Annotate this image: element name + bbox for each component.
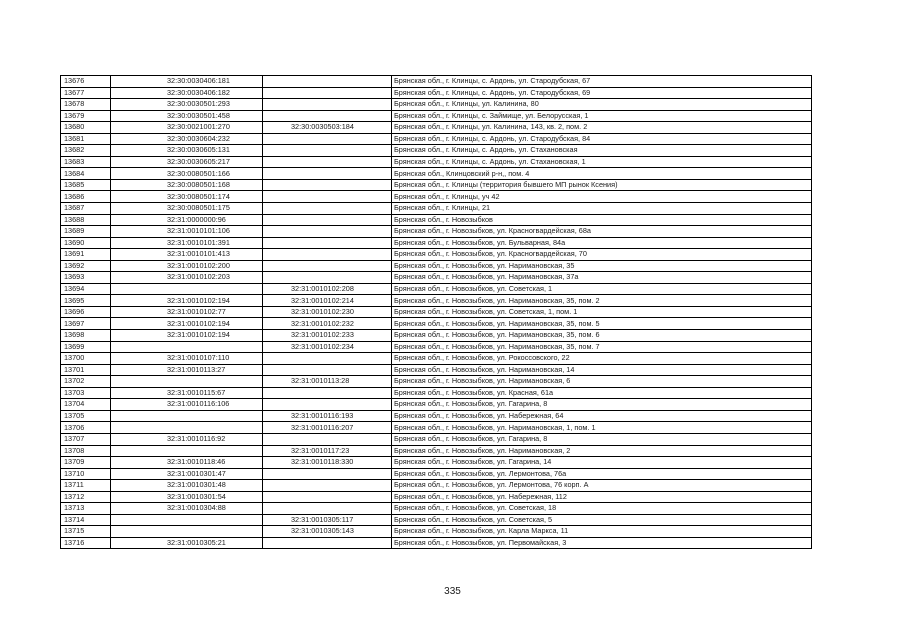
table-row [61,364,812,376]
cadastral-number-cell [111,410,263,422]
row-number-cell: 13681 [61,133,111,145]
row-number-cell: 13699 [61,341,111,353]
row-number-cell: 13701 [61,364,111,376]
object-cadastral-number-cell [263,110,392,122]
row-number-cell: 13697 [61,318,111,330]
address-cell: Брянская обл., г. Новозыбков, ул. Рокоссовского, 22 [392,353,812,365]
row-number-cell: 13716 [61,537,111,549]
object-cadastral-number-cell [263,249,392,261]
cadastral-number-cell: 32:31:0010301:54 [111,491,263,503]
row-number-cell: 13683 [61,156,111,168]
row-number-cell: 13686 [61,191,111,203]
row-number-cell: 13676 [61,76,111,88]
cadastral-number-cell: 32:31:0010102:194 [111,330,263,342]
table-row [61,179,812,191]
address-cell: Брянская обл., г. Клинцы, ул. Калинина, 80 [392,99,812,111]
cadastral-number-cell: 32:30:0030605:131 [111,145,263,157]
row-number-cell: 13696 [61,306,111,318]
cadastral-number-cell: 32:30:0080501:166 [111,168,263,180]
row-number-cell: 13680 [61,122,111,134]
table-row [61,295,812,307]
table-row [61,283,812,295]
address-cell: Брянская обл., г. Новозыбков [392,214,812,226]
object-cadastral-number-cell: 32:31:0010118:330 [263,457,392,469]
cadastral-number-cell: 32:31:0010115:67 [111,387,263,399]
address-cell: Брянская обл., г. Новозыбков, ул. Наримановская, 1, пом. 1 [392,422,812,434]
object-cadastral-number-cell [263,260,392,272]
address-cell: Брянская обл., г. Новозыбков, ул. Наримановская, 35, пом. 5 [392,318,812,330]
address-cell: Брянская обл., г. Новозыбков, ул. Наримановская, 35, пом. 2 [392,295,812,307]
row-number-cell: 13679 [61,110,111,122]
object-cadastral-number-cell [263,353,392,365]
registry-table-body [61,76,812,549]
table-row [61,330,812,342]
row-number-cell: 13677 [61,87,111,99]
table-row [61,410,812,422]
table-row [61,399,812,411]
row-number-cell: 13693 [61,272,111,284]
object-cadastral-number-cell [263,203,392,215]
cadastral-number-cell [111,422,263,434]
row-number-cell: 13694 [61,283,111,295]
object-cadastral-number-cell [263,226,392,238]
object-cadastral-number-cell [263,168,392,180]
row-number-cell: 13698 [61,330,111,342]
cadastral-number-cell: 32:30:0030604:232 [111,133,263,145]
row-number-cell: 13684 [61,168,111,180]
address-cell: Брянская обл., Клинцовский р-н,, пом. 4 [392,168,812,180]
address-cell: Брянская обл., г. Новозыбков, ул. Советская, 1 [392,283,812,295]
address-cell: Брянская обл., г. Клинцы, уч 42 [392,191,812,203]
row-number-cell: 13678 [61,99,111,111]
cadastral-number-cell: 32:31:0010305:21 [111,537,263,549]
row-number-cell: 13705 [61,410,111,422]
cadastral-number-cell [111,445,263,457]
table-row [61,168,812,180]
object-cadastral-number-cell: 32:31:0010102:214 [263,295,392,307]
cadastral-number-cell: 32:30:0021001:270 [111,122,263,134]
row-number-cell: 13707 [61,433,111,445]
object-cadastral-number-cell [263,99,392,111]
row-number-cell: 13703 [61,387,111,399]
row-number-cell: 13702 [61,376,111,388]
table-row [61,260,812,272]
table-row [61,191,812,203]
row-number-cell: 13688 [61,214,111,226]
row-number-cell: 13713 [61,503,111,515]
object-cadastral-number-cell [263,145,392,157]
address-cell: Брянская обл., г. Новозыбков, ул. Красная, 61а [392,387,812,399]
address-cell: Брянская обл., г. Клинцы, с. Ардонь, ул. Стародубская, 69 [392,87,812,99]
address-cell: Брянская обл., г. Клинцы, с. Ардонь, ул. Стахановская [392,145,812,157]
table-row [61,214,812,226]
cadastral-number-cell [111,283,263,295]
object-cadastral-number-cell [263,179,392,191]
object-cadastral-number-cell: 32:30:0030503:184 [263,122,392,134]
table-row [61,468,812,480]
address-cell: Брянская обл., г. Новозыбков, ул. Наримановская, 35, пом. 7 [392,341,812,353]
object-cadastral-number-cell [263,491,392,503]
object-cadastral-number-cell [263,503,392,515]
object-cadastral-number-cell [263,364,392,376]
table-row [61,537,812,549]
cadastral-number-cell [111,514,263,526]
row-number-cell: 13689 [61,226,111,238]
cadastral-number-cell: 32:31:0010304:88 [111,503,263,515]
row-number-cell: 13692 [61,260,111,272]
address-cell: Брянская обл., г. Новозыбков, ул. Набережная, 64 [392,410,812,422]
cadastral-number-cell: 32:31:0010102:200 [111,260,263,272]
table-row [61,272,812,284]
table-row [61,422,812,434]
cadastral-number-cell: 32:31:0010102:194 [111,295,263,307]
table-row [61,433,812,445]
cadastral-number-cell: 32:31:0010102:77 [111,306,263,318]
address-cell: Брянская обл., г. Клинцы, с. Займище, ул. Белорусская, 1 [392,110,812,122]
cadastral-number-cell: 32:30:0080501:168 [111,179,263,191]
address-cell: Брянская обл., г. Новозыбков, ул. Наримановская, 35, пом. 6 [392,330,812,342]
address-cell: Брянская обл., г. Новозыбков, ул. Гагарина, 14 [392,457,812,469]
address-cell: Брянская обл., г. Новозыбков, ул. Гагарина, 8 [392,399,812,411]
row-number-cell: 13715 [61,526,111,538]
table-row [61,145,812,157]
cadastral-number-cell: 32:31:0010101:413 [111,249,263,261]
table-row [61,491,812,503]
address-cell: Брянская обл., г. Новозыбков, ул. Карла Маркса, 11 [392,526,812,538]
object-cadastral-number-cell: 32:31:0010113:28 [263,376,392,388]
row-number-cell: 13711 [61,480,111,492]
cadastral-number-cell: 32:31:0010102:194 [111,318,263,330]
object-cadastral-number-cell: 32:31:0010102:230 [263,306,392,318]
table-row [61,503,812,515]
table-row [61,76,812,88]
row-number-cell: 13710 [61,468,111,480]
address-cell: Брянская обл., г. Новозыбков, ул. Лермонтова, 76 корп. А [392,480,812,492]
address-cell: Брянская обл., г. Новозыбков, ул. Набережная, 112 [392,491,812,503]
object-cadastral-number-cell: 32:31:0010102:208 [263,283,392,295]
table-row [61,249,812,261]
address-cell: Брянская обл., г. Новозыбков, ул. Наримановская, 2 [392,445,812,457]
cadastral-number-cell: 32:31:0010301:48 [111,480,263,492]
address-cell: Брянская обл., г. Новозыбков, ул. Советская, 5 [392,514,812,526]
address-cell: Брянская обл., г. Клинцы, с. Ардонь, ул. Стародубская, 67 [392,76,812,88]
address-cell: Брянская обл., г. Новозыбков, ул. Наримановская, 35 [392,260,812,272]
cadastral-number-cell: 32:31:0010118:46 [111,457,263,469]
object-cadastral-number-cell: 32:31:0010117:23 [263,445,392,457]
table-row [61,318,812,330]
table-row [61,110,812,122]
cadastral-number-cell: 32:31:0010301:47 [111,468,263,480]
address-cell: Брянская обл., г. Новозыбков, ул. Красногвардейская, 70 [392,249,812,261]
row-number-cell: 13708 [61,445,111,457]
object-cadastral-number-cell: 32:31:0010102:233 [263,330,392,342]
table-row [61,237,812,249]
cadastral-number-cell: 32:30:0030406:182 [111,87,263,99]
table-row [61,526,812,538]
row-number-cell: 13682 [61,145,111,157]
table-row [61,122,812,134]
cadastral-number-cell: 32:30:0080501:174 [111,191,263,203]
object-cadastral-number-cell: 32:31:0010116:207 [263,422,392,434]
object-cadastral-number-cell [263,87,392,99]
cadastral-number-cell: 32:30:0030605:217 [111,156,263,168]
row-number-cell: 13709 [61,457,111,469]
address-cell: Брянская обл., г. Клинцы, ул. Калинина, 143, кв. 2, пом. 2 [392,122,812,134]
cadastral-number-cell: 32:31:0010102:203 [111,272,263,284]
page-number: 335 [444,586,461,597]
table-row [61,156,812,168]
object-cadastral-number-cell [263,433,392,445]
address-cell: Брянская обл., г. Новозыбков, ул. Красногвардейская, 68а [392,226,812,238]
object-cadastral-number-cell [263,76,392,88]
object-cadastral-number-cell [263,537,392,549]
registry-table [60,75,812,549]
row-number-cell: 13712 [61,491,111,503]
cadastral-number-cell: 32:30:0030501:458 [111,110,263,122]
object-cadastral-number-cell [263,237,392,249]
table-row [61,387,812,399]
table-row [61,226,812,238]
object-cadastral-number-cell [263,156,392,168]
table-row [61,203,812,215]
cadastral-number-cell: 32:31:0000000:96 [111,214,263,226]
table-row [61,341,812,353]
table-row [61,306,812,318]
address-cell: Брянская обл., г. Новозыбков, ул. Наримановская, 6 [392,376,812,388]
object-cadastral-number-cell: 32:31:0010305:117 [263,514,392,526]
row-number-cell: 13685 [61,179,111,191]
cadastral-number-cell: 32:31:0010116:92 [111,433,263,445]
address-cell: Брянская обл., г. Клинцы, 21 [392,203,812,215]
object-cadastral-number-cell [263,480,392,492]
row-number-cell: 13687 [61,203,111,215]
table-row [61,376,812,388]
address-cell: Брянская обл., г. Новозыбков, ул. Советская, 18 [392,503,812,515]
object-cadastral-number-cell [263,214,392,226]
object-cadastral-number-cell [263,468,392,480]
object-cadastral-number-cell: 32:31:0010305:143 [263,526,392,538]
cadastral-number-cell: 32:31:0010101:391 [111,237,263,249]
cadastral-number-cell: 32:30:0030406:181 [111,76,263,88]
address-cell: Брянская обл., г. Новозыбков, ул. Первомайская, 3 [392,537,812,549]
row-number-cell: 13700 [61,353,111,365]
object-cadastral-number-cell: 32:31:0010102:232 [263,318,392,330]
address-cell: Брянская обл., г. Клинцы, с. Ардонь, ул. Стахановская, 1 [392,156,812,168]
object-cadastral-number-cell: 32:31:0010116:193 [263,410,392,422]
row-number-cell: 13706 [61,422,111,434]
object-cadastral-number-cell [263,399,392,411]
table-row [61,133,812,145]
object-cadastral-number-cell [263,133,392,145]
cadastral-number-cell: 32:31:0010107:110 [111,353,263,365]
table-row [61,480,812,492]
address-cell: Брянская обл., г. Новозыбков, ул. Лермонтова, 76а [392,468,812,480]
cadastral-number-cell: 32:31:0010116:106 [111,399,263,411]
cadastral-number-cell [111,376,263,388]
table-row [61,87,812,99]
cadastral-number-cell: 32:30:0080501:175 [111,203,263,215]
address-cell: Брянская обл., г. Новозыбков, ул. Гагарина, 8 [392,433,812,445]
cadastral-number-cell: 32:31:0010101:106 [111,226,263,238]
table-row [61,514,812,526]
cadastral-number-cell [111,341,263,353]
row-number-cell: 13714 [61,514,111,526]
address-cell: Брянская обл., г. Клинцы, с. Ардонь, ул. Стародубская, 84 [392,133,812,145]
address-cell: Брянская обл., г. Новозыбков, ул. Советская, 1, пом. 1 [392,306,812,318]
table-row [61,353,812,365]
row-number-cell: 13695 [61,295,111,307]
cadastral-number-cell: 32:30:0030501:293 [111,99,263,111]
object-cadastral-number-cell [263,191,392,203]
object-cadastral-number-cell: 32:31:0010102:234 [263,341,392,353]
row-number-cell: 13704 [61,399,111,411]
cadastral-number-cell [111,526,263,538]
row-number-cell: 13691 [61,249,111,261]
table-row [61,99,812,111]
address-cell: Брянская обл., г. Клинцы (территория бывшего МП рынок Ксения) [392,179,812,191]
object-cadastral-number-cell [263,387,392,399]
row-number-cell: 13690 [61,237,111,249]
object-cadastral-number-cell [263,272,392,284]
address-cell: Брянская обл., г. Новозыбков, ул. Наримановская, 14 [392,364,812,376]
table-row [61,457,812,469]
table-row [61,445,812,457]
address-cell: Брянская обл., г. Новозыбков, ул. Бульварная, 84а [392,237,812,249]
address-cell: Брянская обл., г. Новозыбков, ул. Наримановская, 37а [392,272,812,284]
cadastral-number-cell: 32:31:0010113:27 [111,364,263,376]
